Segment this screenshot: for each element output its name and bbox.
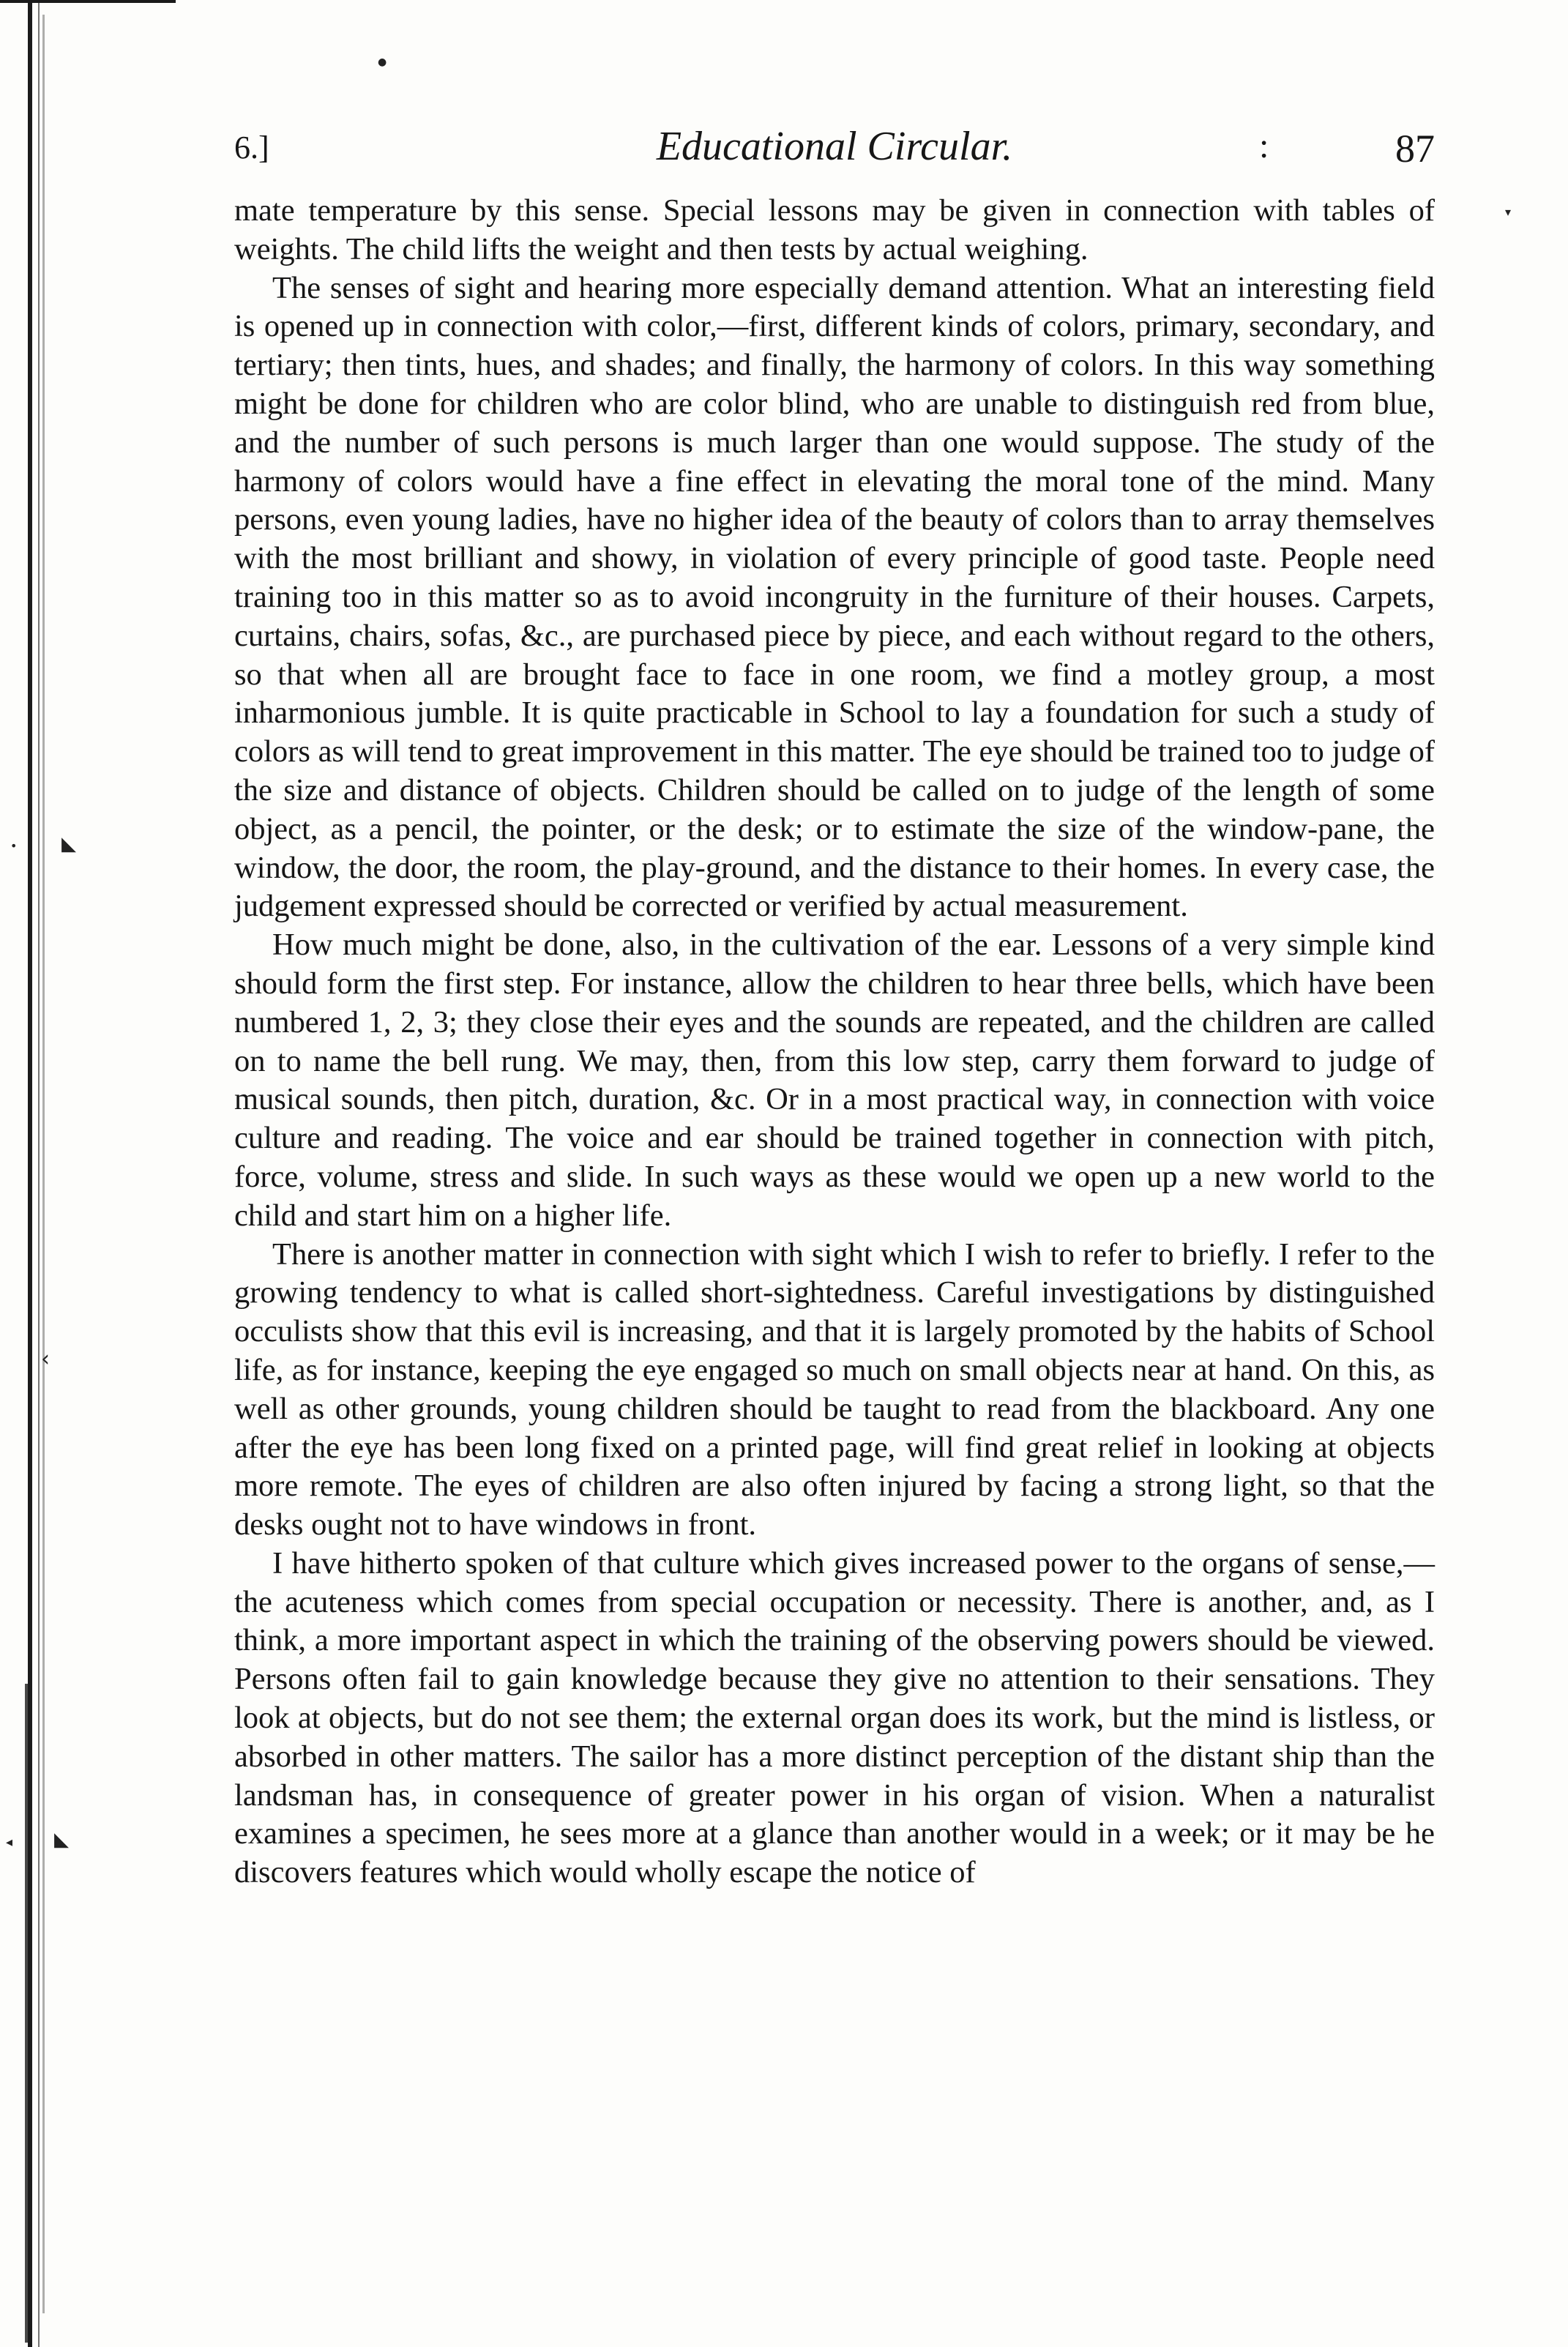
header-separator: : [1259,127,1269,165]
margin-arrow-icon: ◣ [54,1829,69,1851]
scan-speck-mark: ● [378,56,387,68]
binding-line [42,15,45,2313]
binding-edge [0,0,66,2347]
scan-speck-mark: ▾ [1505,205,1512,219]
body-text [234,192,1435,1892]
paragraph: I have hitherto spoken of that culture which gives increased power to the organs of sense,—the acuteness which comes from special occupation or necessity. There is another, and, as I think, a more important aspect in which the training of the observing powers should be viewed. Persons often fail to gain knowledge because they give no attention to their sensations. They look at objects, but do not see them; the external organ does its work, but the mind is listless, or absorbed in other matters. The sailor has a more distinct perception of the distant ship than the landsman has, in consequence of greater power in his organ of vision. When a naturalist examines a specimen, he sees more at a glance than another would in a week; or it may be he discovers features which would wholly escape the notice of [234,1545,1435,1890]
paragraph: How much might be done, also, in the cultivation of the ear. Lessons of a very simple kind should form the first step. For instance, allow the children to hear three bells, which have been numbered 1, 2, 3; they close their eyes and the sounds are repeated, and the children are called on to name the bell rung. We may, then, from this low step, carry them forward to judge of musical sounds, then pitch, duration, &c. Or in a most practical way, in connection with voice culture and reading. The voice and ear should be trained together in connection with pitch, force, volume, stress and slide. In such ways as these would we open up a new world to the child and start him on a higher life. [234,928,1435,1233]
paragraph: The senses of sight and hearing more especially demand attention. What an interesting field is opened up in connection with color,—first, different kinds of colors, primary, secondary, and tertiary; then tints, hues, and shades; and finally, the harmony of colors. In this way something might be done for children who are color blind, who are unable to distinguish red from blue, and the number of such persons is much larger than one would suppose. The study of the harmony of colors would have a fine effect in elevating the moral tone of the mind. Many persons, even young ladies, have no higher idea of the beauty of colors than to array themselves with the most brilliant and showy, in violation of every principle of good taste. People need training too in this matter so as to avoid incongruity in the furniture of their houses. Carpets, curtains, chairs, sofas, &c., are purchased piece by piece, and each without regard to the others, so that when all are brought face to face in one room, we find a motley group, a most inharmonious jumble. It is quite practicable in School to lay a foundation for such a study of colors as will tend to great improvement in this matter. The eye should be trained too to judge of the size and distance of objects. Children should be called on to judge of the length of some object, as a pencil, the pointer, or the desk; or to estimate the size of the window-pane, the window, the door, the room, the play-ground, and the distance to their homes. In every case, the judgement expressed should be corrected or verified by actual measurement. [234,270,1435,924]
paragraph: mate temperature by this sense. Special lessons may be given in connection with tables of weights. The child lifts the weight and then tests by actual weighing. [234,193,1435,266]
running-header [234,123,1435,174]
binding-line [25,1684,32,2343]
margin-arrow-icon: ‹ [41,1346,50,1372]
binding-line [0,0,176,3]
margin-arrow-icon: ◣ [61,833,76,855]
scan-speck-mark: ◂ [6,1835,13,1850]
scan-speck-mark: • [10,839,18,853]
paragraph: There is another matter in connection with sight which I wish to refer to briefly. I refer to the growing tendency to what is called short-sightedness. Careful investigations by distinguished occulists show that this evil is increasing, and that it is largely promoted by the habits of School life, as for instance, keeping the eye engaged so much on small objects near at hand. On this, as well as other grounds, young children should be taught to read from the blackboard. Any one after the eye has been long fixed on a printed page, will find great relief in looking at objects more remote. The eyes of children are also often injured by facing a strong light, so that the desks ought not to have windows in front. [234,1236,1435,1542]
running-title: Educational Circular. [656,124,1013,169]
section-number: 6.] [234,130,269,165]
binding-line [38,0,40,2347]
page-number: 87 [1395,127,1435,171]
